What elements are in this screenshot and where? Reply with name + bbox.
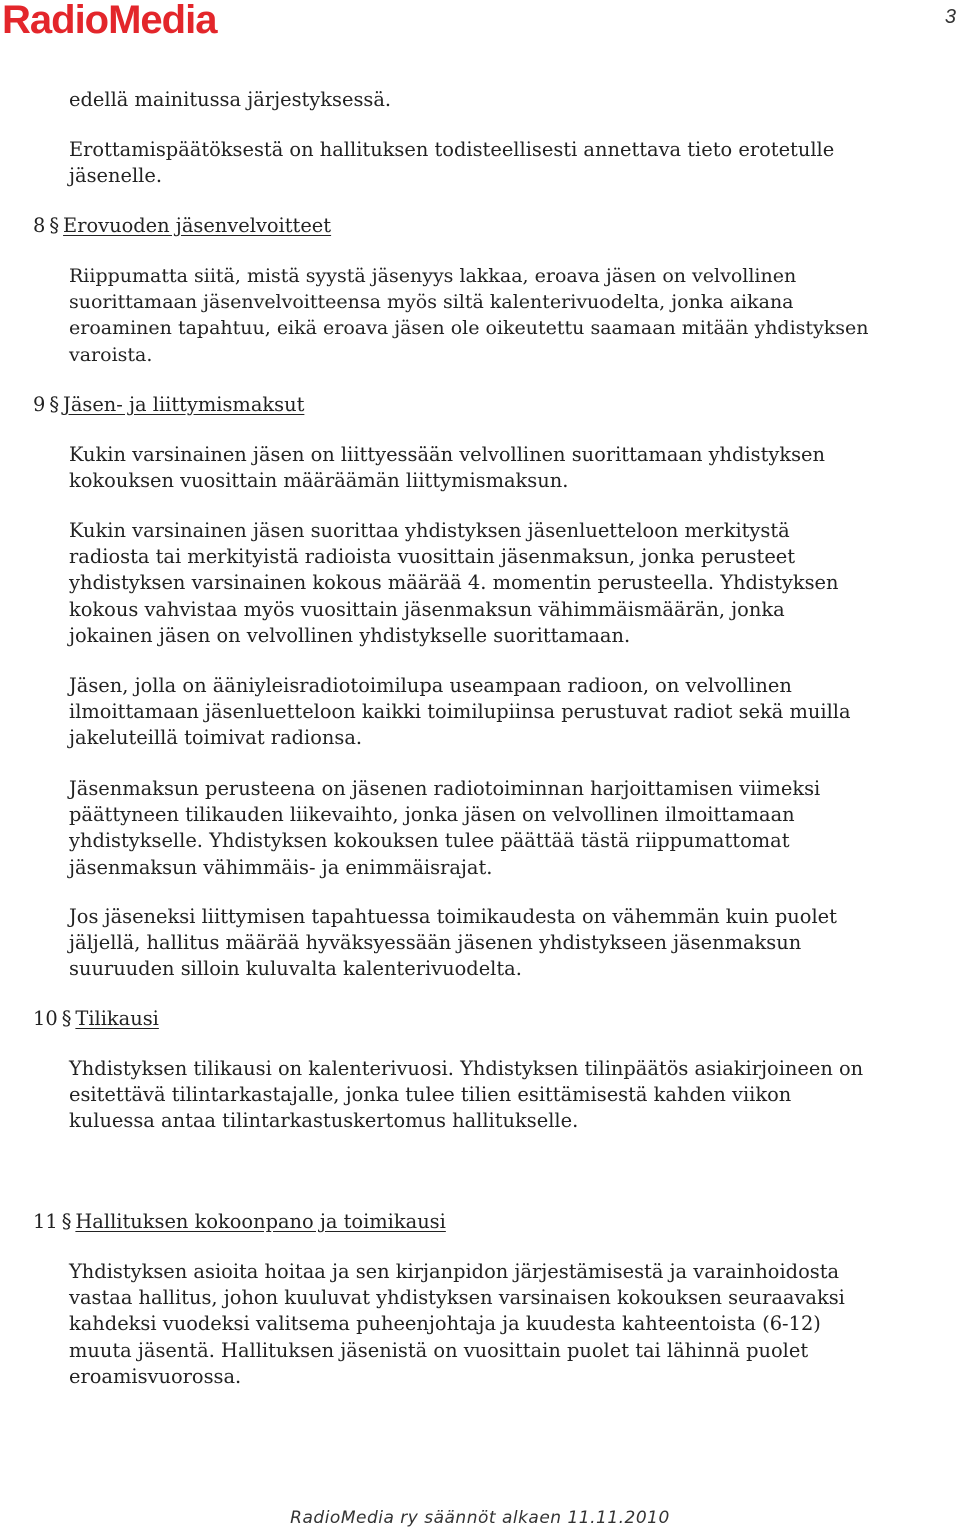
paragraph: Yhdistyksen asioita hoitaa ja sen kirjanpidon järjestämisestä ja varainhoidosta vastaa hallitus, johon kuuluvat yhdistyksen varsinaisen kokouksen seuraavaksi kahdeksi vuodeksi valitsema puheenjohtaja ja kuudesta kahteentoista (6-12) muuta jäsentä. Hallituksen jäsenistä on vuosittain puolet tai lähinnä puolet eroamisvuorossa. — [69, 1260, 845, 1388]
section-symbol: § — [61, 1007, 72, 1030]
paragraph: Jäsenmaksun perusteena on jäsenen radiotoiminnan harjoittamisen viimeksi päättyneen tilikauden liikevaihto, jonka jäsen on velvollinen ilmoittamaan yhdistykselle. Yhdistyksen kokouksen tulee päättää tästä riippumattomat jäsenmaksun vähimmäis- ja enimmäisrajat. — [69, 777, 821, 879]
section-symbol: § — [49, 393, 60, 416]
footer: RadioMedia ry säännöt alkaen 11.11.2010 — [290, 1508, 670, 1528]
page-number: 3 — [944, 6, 956, 28]
section-symbol: § — [61, 1210, 72, 1233]
paragraph: Kukin varsinainen jäsen on liittyessään velvollinen suorittamaan yhdistyksen kokouksen vuosittain määräämän liittymismaksun. — [69, 443, 826, 493]
section-title: Erovuoden jäsenvelvoitteet — [63, 214, 332, 237]
paragraph: Erottamispäätöksestä on hallituksen todisteellisesti annettava tieto erotetulle jäsenelle. — [69, 138, 835, 188]
paragraph: Yhdistyksen tilikausi on kalenterivuosi. Yhdistyksen tilinpäätös asiakirjoineen on esitettävä tilintarkastajalle, jonka tulee tilien esittämisestä kahden viikon kuluessa antaa tilintarkastuskertomus hallitukselle. — [69, 1057, 864, 1133]
paragraph: Kukin varsinainen jäsen suorittaa yhdistyksen jäsenluetteloon merkitystä radiosta tai merkityistä radioista vuosittain jäsenmaksun, jonka perusteet yhdistyksen varsinainen kokous määrää 4. momentin perusteella. Yhdistyksen kokous vahvistaa myös vuosittain jäsenmaksun vähimmäismäärän, jonka jokainen jäsen on velvollinen yhdistykselle suorittamaan. — [69, 519, 839, 647]
section-number: 9 — [33, 393, 46, 416]
paragraph: Jos jäseneksi liittymisen tapahtuessa toimikaudesta on vähemmän kuin puolet jäljellä, hallitus määrää hyväksyessään jäsenen yhdistykseen jäsenmaksun suuruuden silloin kuluvalta kalenterivuodelta. — [69, 905, 837, 981]
section-heading-8 — [33, 213, 331, 239]
section-title: Tilikausi — [75, 1007, 159, 1030]
section-number: 8 — [33, 214, 46, 237]
paragraph: Riippumatta siitä, mistä syystä jäsenyys lakkaa, eroava jäsen on velvollinen suorittamaan jäsenvelvoitteensa myös siltä kalenterivuodelta, jonka aikana eroaminen tapahtuu, eikä eroava jäsen ole oikeutettu saamaan mitään yhdistyksen varoista. — [69, 265, 869, 366]
section-title: Hallituksen kokoonpano ja toimikausi — [75, 1210, 446, 1233]
paragraph: edellä mainitussa järjestyksessä. — [69, 88, 392, 111]
logo: RadioMedia — [2, 0, 217, 42]
section-heading-10 — [33, 1006, 159, 1032]
section-title: Jäsen- ja liittymismaksut — [63, 393, 305, 416]
section-symbol: § — [49, 214, 60, 237]
section-number: 10 — [33, 1007, 58, 1030]
section-heading-11 — [33, 1209, 446, 1235]
section-number: 11 — [33, 1210, 58, 1233]
section-heading-9 — [33, 392, 304, 418]
paragraph: Jäsen, jolla on ääniyleisradiotoimilupa useampaan radioon, on velvollinen ilmoittamaan jäsenluetteloon kaikki toimilupiinsa perustuvat radiot sekä muilla jakeluteillä toimivat radionsa. — [69, 674, 851, 750]
